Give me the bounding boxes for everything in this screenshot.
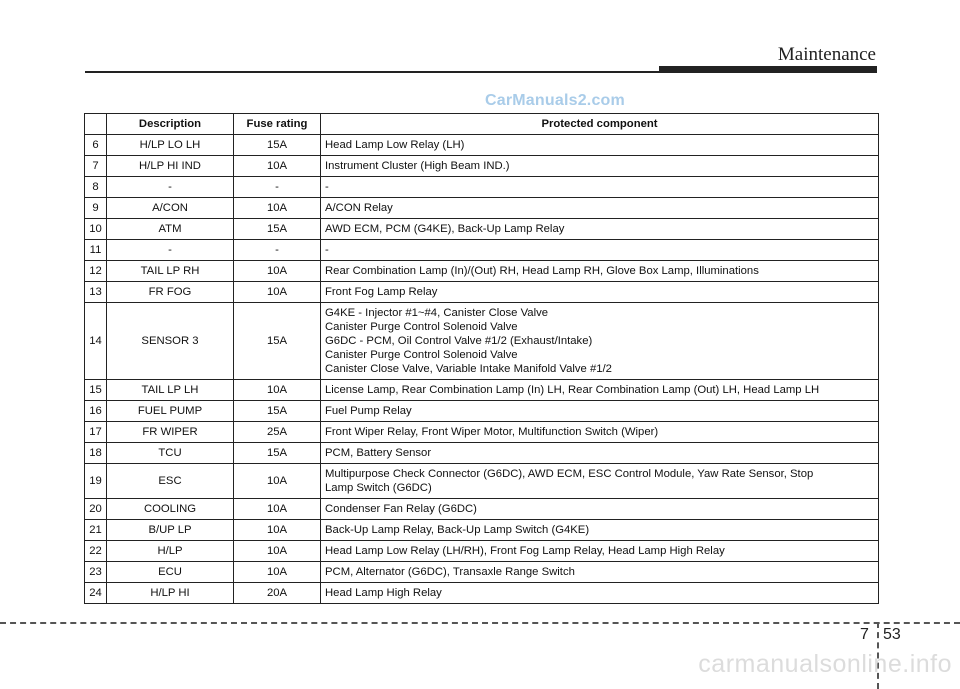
table-row	[85, 135, 879, 156]
protected-component-line: -	[325, 181, 329, 193]
protected-component	[321, 422, 879, 443]
fuse-description: FUEL PUMP	[107, 401, 234, 422]
table-row	[85, 562, 879, 583]
protected-component-line: G4KE - Injector #1~#4, Canister Close Valve	[325, 307, 549, 319]
section-title: Maintenance	[777, 44, 876, 65]
fuse-rating: 10A	[234, 261, 321, 282]
protected-component-line: Lamp Switch (G6DC)	[325, 482, 432, 494]
fuse-description: H/LP HI	[107, 583, 234, 604]
protected-component	[321, 156, 879, 177]
fuse-description: ECU	[107, 562, 234, 583]
protected-component	[321, 401, 879, 422]
protected-component	[321, 198, 879, 219]
protected-component	[321, 520, 879, 541]
column-header-no	[85, 114, 107, 135]
fuse-table	[84, 113, 879, 604]
table-row	[85, 443, 879, 464]
fuse-description: -	[107, 240, 234, 261]
fuse-rating: 10A	[234, 464, 321, 499]
fuse-rating: -	[234, 177, 321, 198]
fuse-description: H/LP	[107, 541, 234, 562]
protected-component-line: Multipurpose Check Connector (G6DC), AWD ECM, ESC Control Module, Yaw Rate Sensor, Stop	[325, 468, 814, 480]
table-row	[85, 401, 879, 422]
protected-component-line: Back-Up Lamp Relay, Back-Up Lamp Switch (G4KE)	[325, 524, 590, 536]
fuse-table-body	[85, 135, 879, 604]
fuse-number: 6	[85, 135, 107, 156]
table-row	[85, 240, 879, 261]
page-number-value: 53	[883, 626, 901, 643]
protected-component-line: Instrument Cluster (High Beam IND.)	[325, 160, 510, 172]
fuse-number: 20	[85, 499, 107, 520]
table-header-row	[85, 114, 879, 135]
fuse-rating: 10A	[234, 282, 321, 303]
protected-component	[321, 541, 879, 562]
fuse-number: 14	[85, 303, 107, 380]
protected-component-line: Canister Purge Control Solenoid Valve	[325, 321, 518, 333]
protected-component-line: Condenser Fan Relay (G6DC)	[325, 503, 477, 515]
fuse-number: 23	[85, 562, 107, 583]
table-row	[85, 380, 879, 401]
fuse-number: 13	[85, 282, 107, 303]
table-row	[85, 499, 879, 520]
fuse-description: TAIL LP LH	[107, 380, 234, 401]
fuse-number: 21	[85, 520, 107, 541]
table-row	[85, 464, 879, 499]
table-row	[85, 198, 879, 219]
chapter-number: 7	[860, 626, 869, 643]
protected-component	[321, 499, 879, 520]
table-row	[85, 219, 879, 240]
fuse-description: B/UP LP	[107, 520, 234, 541]
table-row	[85, 261, 879, 282]
protected-component-line: Canister Close Valve, Variable Intake Manifold Valve #1/2	[325, 363, 612, 375]
protected-component	[321, 282, 879, 303]
table-row	[85, 541, 879, 562]
fuse-description: SENSOR 3	[107, 303, 234, 380]
protected-component-line: License Lamp, Rear Combination Lamp (In) LH, Rear Combination Lamp (Out) LH, Head Lamp LH	[325, 384, 820, 396]
fuse-rating: 10A	[234, 499, 321, 520]
table-row	[85, 520, 879, 541]
fuse-number: 17	[85, 422, 107, 443]
protected-component	[321, 380, 879, 401]
protected-component-line: Head Lamp Low Relay (LH/RH), Front Fog Lamp Relay, Head Lamp High Relay	[325, 545, 725, 557]
fuse-number: 7	[85, 156, 107, 177]
footer-watermark[interactable]: carmanualsonline.info	[698, 650, 952, 678]
fuse-rating: 15A	[234, 303, 321, 380]
table-row	[85, 177, 879, 198]
fuse-rating: -	[234, 240, 321, 261]
fuse-number: 11	[85, 240, 107, 261]
protected-component	[321, 464, 879, 499]
protected-component-line: A/CON Relay	[325, 202, 393, 214]
fuse-rating: 10A	[234, 562, 321, 583]
fuse-rating: 20A	[234, 583, 321, 604]
fuse-rating: 10A	[234, 520, 321, 541]
fuse-number: 24	[85, 583, 107, 604]
fuse-description: FR FOG	[107, 282, 234, 303]
fuse-description: TCU	[107, 443, 234, 464]
fuse-description: -	[107, 177, 234, 198]
fuse-number: 12	[85, 261, 107, 282]
fuse-description: FR WIPER	[107, 422, 234, 443]
fuse-rating: 15A	[234, 219, 321, 240]
fuse-number: 22	[85, 541, 107, 562]
fuse-description: ESC	[107, 464, 234, 499]
fuse-number: 16	[85, 401, 107, 422]
fuse-description: A/CON	[107, 198, 234, 219]
footer-rule	[0, 622, 960, 624]
protected-component-line: Head Lamp Low Relay (LH)	[325, 139, 465, 151]
fuse-number: 15	[85, 380, 107, 401]
fuse-rating: 10A	[234, 380, 321, 401]
protected-component-line: Fuel Pump Relay	[325, 405, 412, 417]
fuse-description: ATM	[107, 219, 234, 240]
column-header-description: Description	[107, 114, 234, 135]
fuse-number: 8	[85, 177, 107, 198]
table-row	[85, 282, 879, 303]
fuse-description: H/LP HI IND	[107, 156, 234, 177]
fuse-rating: 10A	[234, 541, 321, 562]
fuse-number: 9	[85, 198, 107, 219]
protected-component	[321, 583, 879, 604]
protected-component-line: Rear Combination Lamp (In)/(Out) RH, Head Lamp RH, Glove Box Lamp, Illuminations	[325, 265, 759, 277]
fuse-rating: 15A	[234, 135, 321, 156]
site-watermark[interactable]: CarManuals2.com	[485, 92, 625, 109]
protected-component	[321, 135, 879, 156]
protected-component-line: Head Lamp High Relay	[325, 587, 442, 599]
protected-component	[321, 303, 879, 380]
fuse-number: 19	[85, 464, 107, 499]
table-row	[85, 303, 879, 380]
protected-component-line: -	[325, 244, 329, 256]
protected-component	[321, 562, 879, 583]
protected-component	[321, 219, 879, 240]
fuse-rating: 15A	[234, 401, 321, 422]
fuse-rating: 15A	[234, 443, 321, 464]
fuse-description: H/LP LO LH	[107, 135, 234, 156]
fuse-description: TAIL LP RH	[107, 261, 234, 282]
table-row	[85, 156, 879, 177]
protected-component-line: AWD ECM, PCM (G4KE), Back-Up Lamp Relay	[325, 223, 565, 235]
table-row	[85, 422, 879, 443]
fuse-number: 18	[85, 443, 107, 464]
protected-component-line: Canister Purge Control Solenoid Valve	[325, 349, 518, 361]
fuse-number: 10	[85, 219, 107, 240]
protected-component	[321, 240, 879, 261]
fuse-description: COOLING	[107, 499, 234, 520]
protected-component	[321, 261, 879, 282]
column-header-fuse-rating: Fuse rating	[234, 114, 321, 135]
protected-component-line: G6DC - PCM, Oil Control Valve #1/2 (Exhaust/Intake)	[325, 335, 593, 347]
protected-component	[321, 177, 879, 198]
protected-component-line: Front Fog Lamp Relay	[325, 286, 438, 298]
fuse-rating: 10A	[234, 156, 321, 177]
fuse-rating: 25A	[234, 422, 321, 443]
table-row	[85, 583, 879, 604]
protected-component-line: PCM, Battery Sensor	[325, 447, 432, 459]
protected-component-line: Front Wiper Relay, Front Wiper Motor, Multifunction Switch (Wiper)	[325, 426, 659, 438]
header-rule	[85, 71, 663, 73]
header-rule-bold	[659, 66, 877, 73]
protected-component	[321, 443, 879, 464]
protected-component-line: PCM, Alternator (G6DC), Transaxle Range Switch	[325, 566, 575, 578]
fuse-rating: 10A	[234, 198, 321, 219]
column-header-protected-component: Protected component	[321, 114, 879, 135]
